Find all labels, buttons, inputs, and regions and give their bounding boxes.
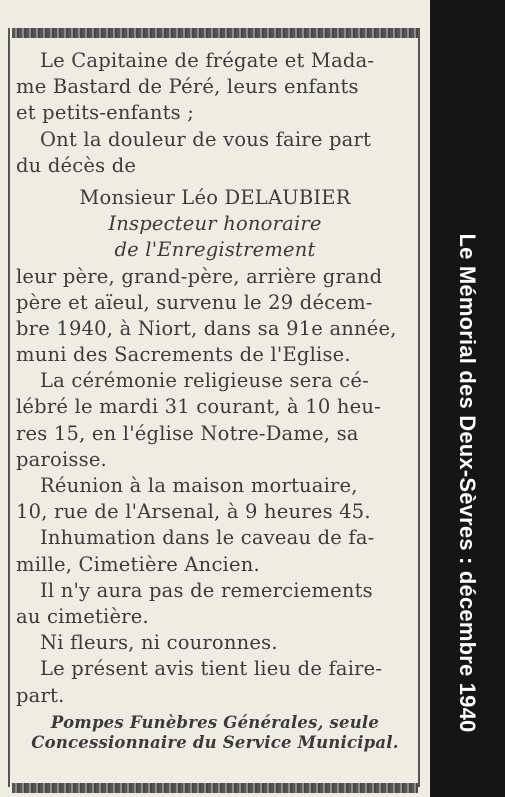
- obituary-notice: [16, 48, 414, 753]
- body-line: part.: [16, 683, 65, 707]
- body-line: 10, rue de l'Arsenal, à 9 heures 45.: [16, 500, 371, 524]
- right-column-rule: [418, 28, 420, 787]
- top-decorative-rule: [12, 28, 418, 38]
- body-line: mille, Cimetière Ancien.: [16, 552, 260, 576]
- intro-line: me Bastard de Péré, leurs enfants: [16, 75, 359, 99]
- left-column-rule: [8, 28, 10, 787]
- intro-line: et petits-enfants ;: [16, 101, 195, 125]
- deceased-name: Monsieur Léo DELAUBIER: [79, 185, 351, 209]
- body-line: muni des Sacrements de l'Eglise.: [16, 343, 351, 367]
- body-line: res 15, en l'église Notre-Dame, sa: [16, 421, 359, 445]
- body-line: La cérémonie religieuse sera cé-: [40, 369, 369, 393]
- body-line: Il n'y aura pas de remerciements: [40, 578, 373, 602]
- body-line: bre 1940, à Niort, dans sa 91e année,: [16, 316, 397, 340]
- intro-line: Ont la douleur de vous faire part: [40, 127, 372, 151]
- intro-line: du décès de: [16, 153, 137, 177]
- footer-line: Concessionnaire du Service Municipal.: [31, 732, 399, 752]
- bottom-decorative-rule: [12, 783, 418, 793]
- deceased-title: Inspecteur honoraire: [108, 212, 322, 236]
- deceased-title: de l'Enregistrement: [114, 238, 316, 262]
- body-line: Le présent avis tient lieu de faire-: [40, 657, 383, 681]
- source-caption: Le Mémorial des Deux-Sèvres : décembre 1940: [455, 233, 480, 733]
- funeral-home-credit: [16, 713, 414, 753]
- body-line: lébré le mardi 31 courant, à 10 heu-: [16, 395, 381, 419]
- body-line: Réunion à la maison mortuaire,: [40, 474, 358, 497]
- body-line: père et aïeul, survenu le 29 décem-: [16, 290, 373, 314]
- body-line: au cimetière.: [16, 604, 149, 628]
- body-line: Inhumation dans le caveau de fa-: [40, 526, 375, 550]
- body-line: leur père, grand-père, arrière grand: [16, 264, 383, 288]
- footer-line: Pompes Funèbres Générales, seule: [50, 712, 380, 732]
- intro-line: Le Capitaine de frégate et Mada-: [40, 49, 375, 72]
- body-line: Ni fleurs, ni couronnes.: [40, 631, 278, 655]
- body-line: paroisse.: [16, 447, 107, 471]
